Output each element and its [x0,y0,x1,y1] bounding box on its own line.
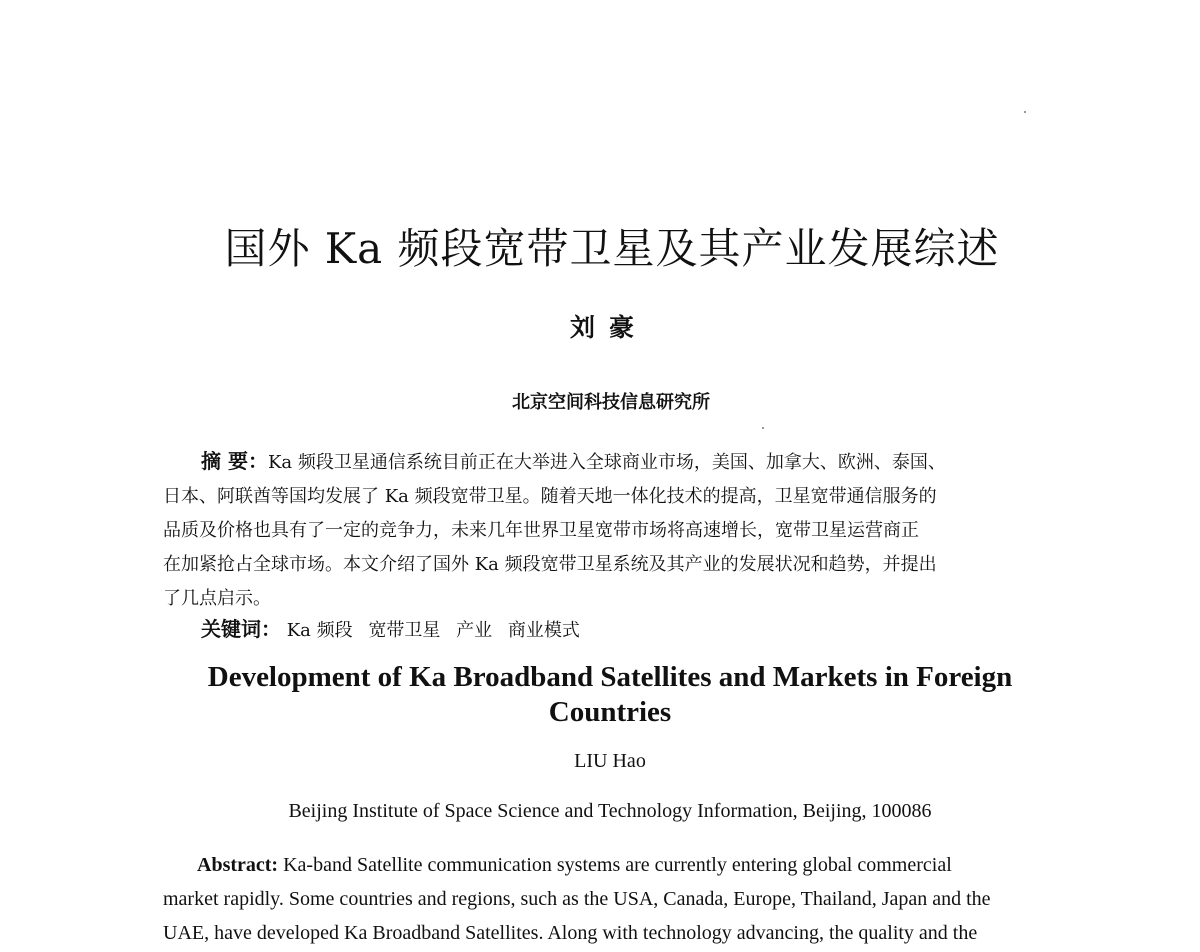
scan-speck [762,427,764,429]
chinese-abstract-line: 在加紧抢占全球市场。本文介绍了国外 Ka 频段宽带卫星系统及其产业的发展状况和趋势，并提出 [163,554,937,575]
chinese-keywords [201,612,590,648]
chinese-abstract-line: 日本、阿联酋等国均发展了 Ka 频段宽带卫星。随着天地一体化技术的提高，卫星宽带通信服务的 [163,486,937,507]
english-title-line: Countries [548,696,672,728]
keyword: 商业模式 [507,620,580,641]
chinese-abstract-line: 了几点启示。 [163,588,271,609]
english-abstract-line: UAE, have developed Ka Broadband Satellites. Along with technology advancing, the quality and the [163,922,978,944]
english-abstract-line: Abstract: Ka-band Satellite communication systems are currently entering global commercial [197,854,952,876]
english-author: LIU Hao [574,750,646,772]
english-abstract-line: market rapidly. Some countries and regions, such as the USA, Canada, Europe, Thailand, Japan and the [163,888,991,910]
chinese-abstract-line: 摘 要：Ka 频段卫星通信系统目前正在大举进入全球商业市场，美国、加拿大、欧洲、泰国、 [201,449,946,473]
keyword: Ka 频段 [286,620,353,641]
chinese-abstract-label: 摘 要： [201,449,268,473]
keyword: 产业 [456,620,493,641]
chinese-abstract-line: 品质及价格也具有了一定的竞争力，未来几年世界卫星宽带市场将高速增长，宽带卫星运营商正 [163,520,919,541]
english-abstract-label: Abstract: [197,854,279,876]
keyword: 宽带卫星 [368,620,441,641]
chinese-affiliation: 北京空间科技信息研究所 [512,392,710,413]
scan-speck [1024,111,1026,113]
english-abstract [163,848,1063,950]
english-title [0,660,1200,730]
english-title-line: Development of Ka Broadband Satellites and Markets in Foreign [207,661,1013,693]
chinese-abstract [163,444,1061,616]
chinese-author: 刘豪 [569,313,648,342]
chinese-keywords-label: 关键词： [201,617,281,641]
chinese-title: 国外 Ka 频段宽带卫星及其产业发展综述 [224,224,1000,273]
english-affiliation: Beijing Institute of Space Science and Technology Information, Beijing, 100086 [288,800,932,822]
